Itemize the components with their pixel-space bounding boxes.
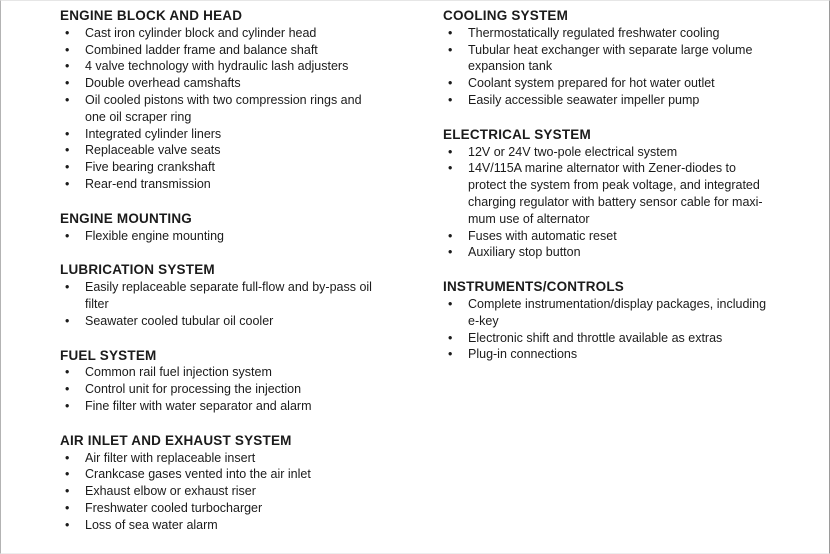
list-item-text: Auxiliary stop button [468,245,581,260]
bullet-icon: • [448,76,453,91]
bullet-icon: • [65,517,70,532]
bullet-icon: • [65,228,70,243]
bullet-icon: • [448,228,453,243]
list-item-text: Fuses with automatic reset [468,228,617,243]
list-item-text: 14V/115A marine alternator with Zener-diodes to protect the system from peak voltage, and integrated charging regulator with battery sensor cable for maxi-mum use of alternator [468,161,763,226]
section-item-list [443,144,773,262]
list-item [443,346,773,363]
list-item [60,313,375,330]
list-item-text: Complete instrumentation/display packages, including e-key [468,296,767,328]
list-item [60,126,375,143]
bullet-icon: • [65,126,70,141]
list-item [443,244,773,261]
spec-section [60,262,375,329]
bullet-icon: • [65,176,70,191]
section-title: AIR INLET AND EXHAUST SYSTEM [60,432,292,448]
bullet-icon: • [65,76,70,91]
list-item [60,483,375,500]
list-item-text: Common rail fuel injection system [85,365,272,380]
bullet-icon: • [448,42,453,57]
bullet-icon: • [448,296,453,311]
list-item [443,92,773,109]
list-item [60,398,375,415]
list-item-text: Coolant system prepared for hot water outlet [468,76,715,91]
list-item-text: Thermostatically regulated freshwater cooling [468,25,720,40]
section-item-list [60,228,375,245]
bullet-icon: • [448,92,453,107]
section-item-list [443,25,773,109]
section-title: INSTRUMENTS/CONTROLS [443,279,624,295]
list-item-text: Seawater cooled tubular oil cooler [85,313,274,328]
list-item [60,279,375,313]
list-item-text: Oil cooled pistons with two compression rings and one oil scraper ring [85,92,362,124]
bullet-icon: • [65,365,70,380]
section-item-list [60,25,375,193]
list-item [60,92,375,126]
bullet-icon: • [65,500,70,515]
section-title: ENGINE BLOCK AND HEAD [60,8,243,23]
list-item-text: Flexible engine mounting [85,228,224,243]
bullet-icon: • [65,313,70,328]
section-item-list [443,296,773,363]
bullet-icon: • [448,245,453,260]
section-title: FUEL SYSTEM [60,347,157,363]
bullet-icon: • [448,330,453,345]
list-item-text: Air filter with replaceable insert [85,450,256,465]
list-item [60,381,375,398]
list-item [60,364,375,381]
list-item [443,160,773,227]
bullet-icon: • [448,161,453,176]
list-item [60,42,375,59]
bullet-icon: • [65,467,70,482]
bullet-icon: • [65,143,70,158]
list-item [443,330,773,347]
bullet-icon: • [65,92,70,107]
spec-column-left [60,8,375,534]
list-item [60,466,375,483]
section-title: ENGINE MOUNTING [60,210,193,226]
spec-section [443,8,773,109]
section-title: LUBRICATION SYSTEM [60,262,215,278]
bullet-icon: • [65,280,70,295]
list-item-text: Integrated cylinder liners [85,126,222,141]
list-item [443,296,773,330]
list-item [60,517,375,534]
bullet-icon: • [65,398,70,413]
list-item-text: Control unit for processing the injection [85,382,302,397]
list-item-text: Five bearing crankshaft [85,160,215,175]
list-item [443,42,773,76]
list-item [60,159,375,176]
bullet-icon: • [65,484,70,499]
section-item-list [60,450,375,534]
list-item-text: Freshwater cooled turbocharger [85,500,263,515]
section-item-list [60,364,375,414]
bullet-icon: • [448,144,453,159]
list-item [60,142,375,159]
list-item [60,176,375,193]
list-item-text: 12V or 24V two-pole electrical system [468,144,678,159]
section-title: ELECTRICAL SYSTEM [443,126,591,142]
list-item [60,450,375,467]
list-item-text: Double overhead camshafts [85,76,241,91]
list-item [60,25,375,42]
list-item-text: 4 valve technology with hydraulic lash adjusters [85,59,349,74]
section-item-list [60,279,375,329]
bullet-icon: • [448,25,453,40]
list-item-text: Rear-end transmission [85,176,211,191]
spec-section [60,348,375,415]
list-item-text: Cast iron cylinder block and cylinder head [85,25,317,40]
spec-columns [60,8,829,534]
bullet-icon: • [65,160,70,175]
list-item-text: Combined ladder frame and balance shaft [85,42,318,57]
list-item [443,228,773,245]
list-item [60,228,375,245]
bullet-icon: • [65,59,70,74]
list-item [443,75,773,92]
list-item [60,58,375,75]
bullet-icon: • [65,382,70,397]
spec-section [60,433,375,534]
list-item-text: Plug-in connections [468,347,578,362]
list-item-text: Fine filter with water separator and alarm [85,398,312,413]
list-item-text: Loss of sea water alarm [85,517,218,532]
bullet-icon: • [65,25,70,40]
bullet-icon: • [65,42,70,57]
list-item-text: Easily replaceable separate full-flow and by-pass oil filter [85,280,372,311]
list-item [443,144,773,161]
spec-section [443,279,773,363]
spec-section [60,8,375,193]
list-item [60,75,375,92]
list-item-text: Crankcase gases vented into the air inlet [85,467,311,482]
spec-section [60,211,375,245]
list-item-text: Easily accessible seawater impeller pump [468,92,700,107]
bullet-icon: • [448,347,453,362]
spec-column-right [443,8,773,534]
list-item [60,500,375,517]
list-item [443,25,773,42]
spec-section [443,127,773,261]
list-item-text: Exhaust elbow or exhaust riser [85,484,256,499]
section-title: COOLING SYSTEM [443,8,569,23]
list-item-text: Replaceable valve seats [85,143,221,158]
list-item-text: Electronic shift and throttle available as extras [468,330,723,345]
list-item-text: Tubular heat exchanger with separate large volume expansion tank [468,42,753,74]
bullet-icon: • [65,450,70,465]
